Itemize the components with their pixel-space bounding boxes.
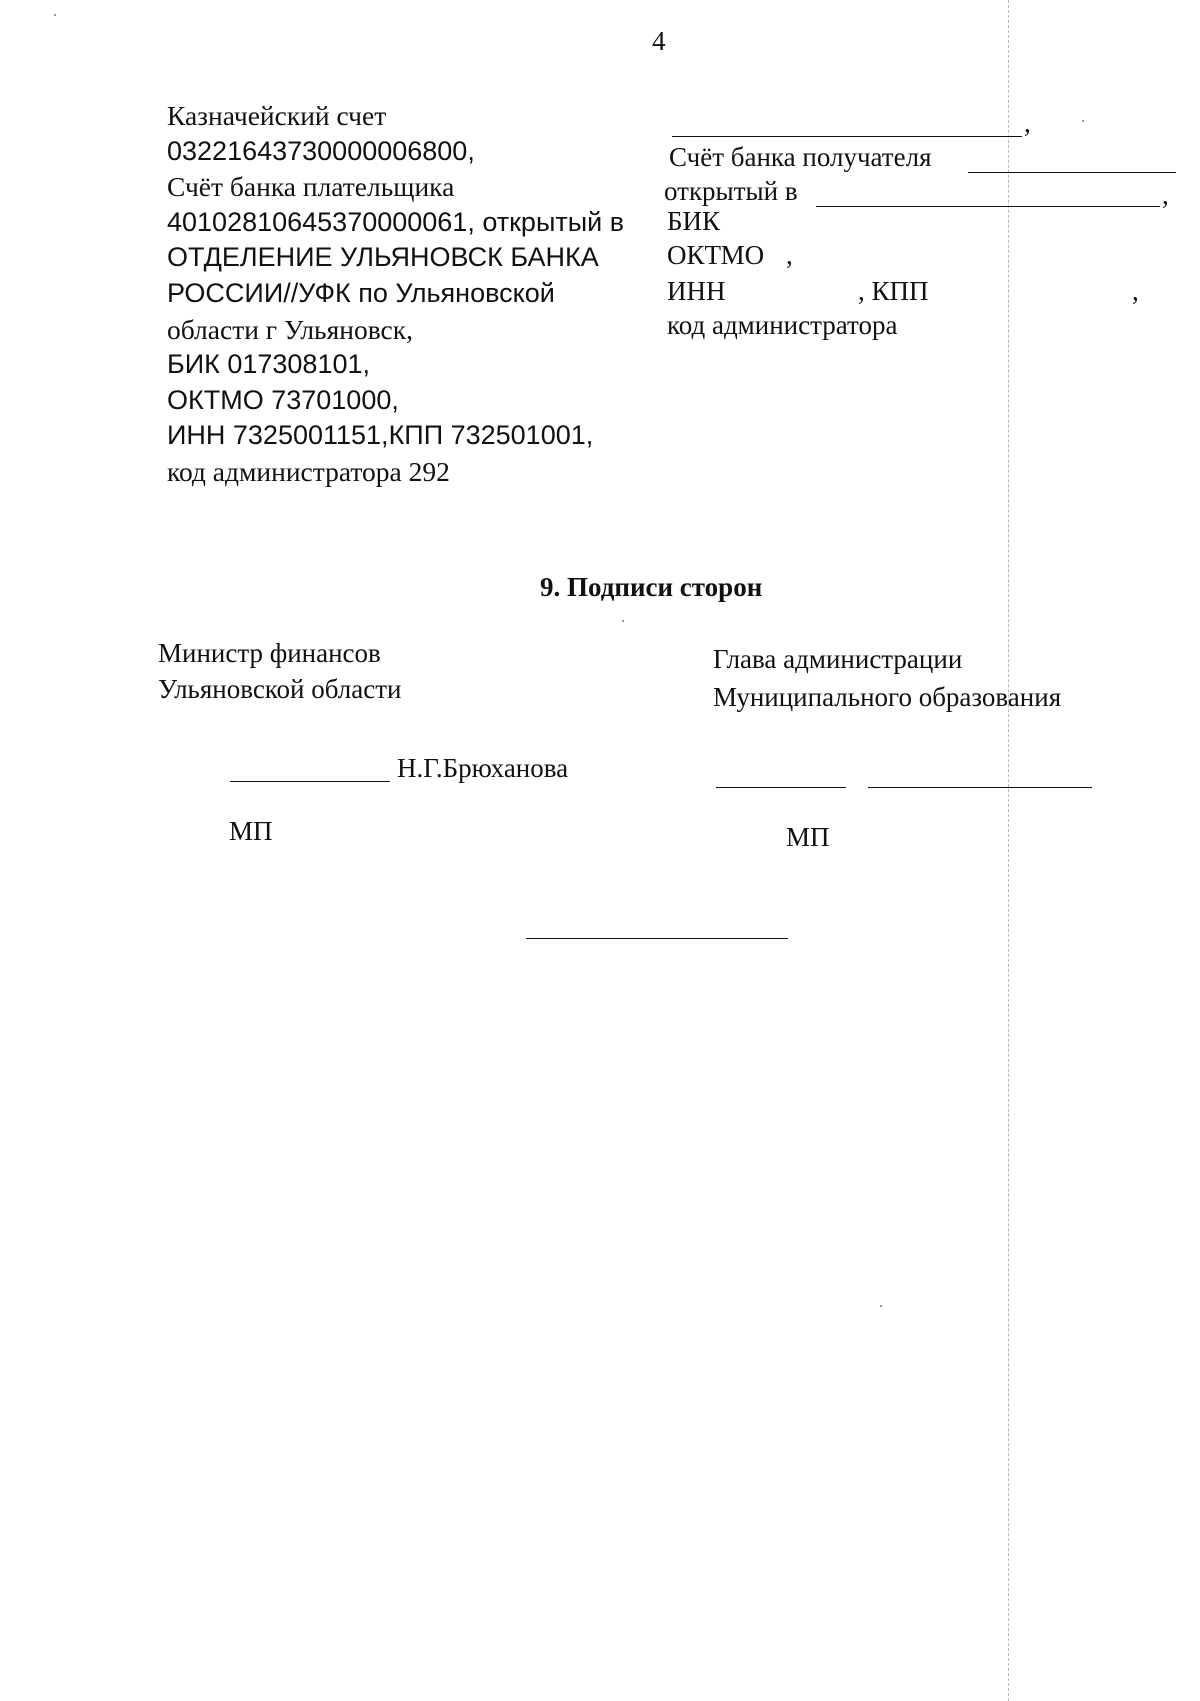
recipient-account-blank [968, 172, 1176, 173]
section-title: 9. Подписи сторон [540, 572, 763, 602]
scan-speck [54, 14, 56, 16]
payer-line: ОКТМО 73701000, [167, 384, 399, 415]
right-stamp-place: МП [786, 822, 830, 852]
recipient-account-label: Счёт банка получателя [669, 142, 932, 172]
left-signatory-name: Н.Г.Брюханова [397, 753, 569, 783]
payer-line: ИНН 7325001151,КПП 732501001, [167, 420, 594, 451]
recipient-oktmo-label: ОКТМО [667, 240, 765, 270]
payer-line: ОТДЕЛЕНИЕ УЛЬЯНОВСК БАНКА [167, 242, 599, 273]
payer-line: код администратора 292 [167, 455, 450, 487]
left-signature-line [230, 781, 390, 782]
recipient-oktmo-comma: , [786, 240, 793, 270]
payer-line: 40102810645370000061, открытый в [167, 206, 625, 237]
recipient-kpp-comma: , [1132, 276, 1139, 306]
scan-speck [622, 620, 624, 622]
left-signatory-region: Ульяновской области [158, 674, 402, 704]
right-signatory-position: Глава администрации [713, 644, 963, 674]
recipient-inn-label: ИНН [667, 276, 726, 306]
recipient-comma: , [1024, 108, 1031, 138]
left-stamp-place: МП [229, 816, 273, 846]
payer-line: области г Ульяновск, [167, 313, 413, 345]
recipient-opened-in-label: открытый в [664, 176, 798, 206]
scan-edge-mark [1008, 0, 1009, 1701]
recipient-bik-label: БИК [667, 206, 721, 236]
recipient-admin-code-label: код администратора [667, 310, 898, 340]
payer-details [167, 98, 624, 490]
closing-separator-line [526, 938, 788, 939]
left-signatory-position: Министр финансов [158, 638, 381, 668]
scan-speck [880, 1305, 882, 1307]
payer-line: РОССИИ//УФК по Ульяновской [167, 277, 555, 308]
payer-line: БИК 017308101, [167, 349, 371, 380]
recipient-blank-line [672, 136, 1022, 137]
page-number: 4 [652, 26, 666, 56]
scan-speck [1082, 120, 1084, 122]
right-name-line [868, 787, 1092, 788]
recipient-kpp-label: , КПП [858, 276, 929, 306]
payer-line: Счёт банка плательщика [167, 171, 455, 203]
payer-line: Казначейский счет [167, 100, 387, 131]
recipient-opened-in-blank [816, 206, 1160, 207]
right-signatory-organization: Муниципального образования [713, 682, 1062, 712]
payer-line: 03221643730000006800, [167, 135, 475, 166]
recipient-opened-in-comma: , [1162, 180, 1169, 210]
right-signature-line [716, 787, 846, 788]
